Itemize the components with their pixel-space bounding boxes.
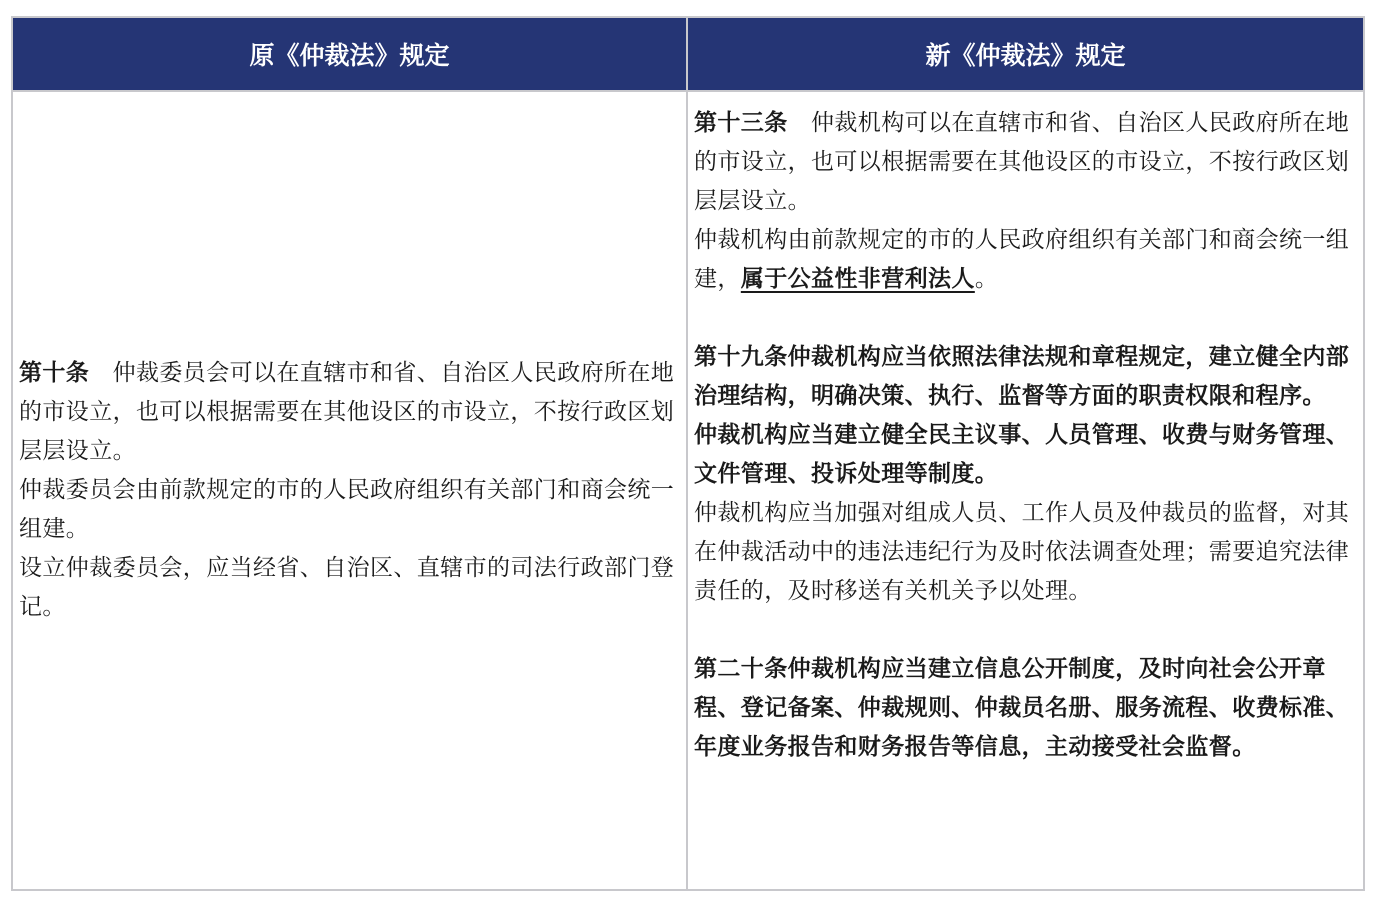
spacer xyxy=(694,611,1351,650)
article-10-paragraph-3: 设立仲裁委员会，应当经省、自治区、直辖市的司法行政部门登记。 xyxy=(19,555,675,620)
article-13-text: 仲裁机构可以在直辖市和省、自治区人民政府所在地的市设立，也可以根据需要在其他设区的市设立，不按行政区划层层设立。 xyxy=(694,110,1350,214)
article-13-p2-end: 。 xyxy=(974,266,999,292)
new-law-cell xyxy=(688,92,1363,889)
article-13-label: 第十三条 xyxy=(694,110,788,136)
article-10-paragraph xyxy=(19,354,676,471)
article-20-paragraph: 第二十条仲裁机构应当建立信息公开制度，及时向社会公开章程、登记备案、仲裁规则、仲裁员名册、服务流程、收费标准、年度业务报告和财务报告等信息，主动接受社会监督。 xyxy=(694,656,1350,760)
comparison-table xyxy=(11,16,1365,891)
original-law-cell xyxy=(13,92,688,889)
table-body xyxy=(13,90,1363,889)
article-19-paragraph: 第十九条仲裁机构应当依照法律法规和章程规定，建立健全内部治理结构，明确决策、执行、监督等方面的职责权限和程序。 xyxy=(694,344,1350,409)
article-10-label: 第十条 xyxy=(19,360,90,386)
article-13-highlight: 属于公益性非营利法人 xyxy=(740,266,975,292)
article-10-paragraph-2: 仲裁委员会由前款规定的市的人民政府组织有关部门和商会统一组建。 xyxy=(19,477,675,542)
table-header xyxy=(13,18,1363,90)
article-10-text: 仲裁委员会可以在直辖市和省、自治区人民政府所在地的市设立，也可以根据需要在其他设区的市设立，不按行政区划层层设立。 xyxy=(19,360,675,464)
article-13-paragraph-2 xyxy=(694,221,1351,299)
spacer xyxy=(694,299,1351,338)
article-19-paragraph-3: 仲裁机构应当加强对组成人员、工作人员及仲裁员的监督，对其在仲裁活动中的违法违纪行为及时依法调查处理；需要追究法律责任的，及时移送有关机关予以处理。 xyxy=(694,500,1350,604)
header-new-law: 新《仲裁法》规定 xyxy=(925,41,1126,70)
article-19-paragraph-2: 仲裁机构应当建立健全民主议事、人员管理、收费与财务管理、文件管理、投诉处理等制度。 xyxy=(694,422,1350,487)
header-original-law: 原《仲裁法》规定 xyxy=(13,18,688,90)
article-13-paragraph xyxy=(694,104,1351,221)
article-13-p2-text: 仲裁机构由前款规定的市的人民政府组织有关部门和商会统一组建， xyxy=(694,227,1350,292)
